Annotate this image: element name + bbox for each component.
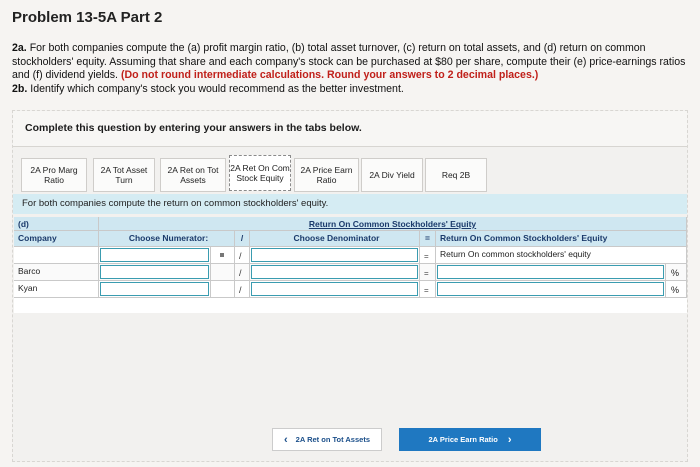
col-numerator: Choose Numerator: [99,231,235,247]
tab-price-earnings[interactable]: 2A Price Earn Ratio [294,158,359,192]
kyan-pct-cell [666,281,687,298]
tab-total-asset-turnover[interactable]: 2A Tot Asset Turn [93,158,155,192]
chevron-left-icon: ‹ [284,433,288,446]
tab-prompt: For both companies compute the return on common stockholders' equity. [13,194,687,214]
prev-tab-label: 2A Ret on Tot Assets [295,435,370,444]
kyan-pct: % [671,285,680,295]
barco-equals: = [424,269,429,278]
part-b-text: Identify which company's stock you would recommend as the better investment. [30,82,404,95]
panel-header-text: Complete this question by entering your answers in the tabs below. [25,122,362,134]
col-slash: / [235,231,250,247]
tab-return-on-equity[interactable]: 2A Ret On Com Stock Equity [229,155,291,191]
page-title: Problem 13-5A Part 2 [12,9,163,26]
roe-table [14,217,687,313]
table-header-row-2 [14,231,687,247]
formula-equals-cell [420,247,436,264]
formula-denominator-select[interactable] [250,247,420,264]
formula-numerator-dropdown[interactable] [211,247,235,264]
table-header-row-1 [14,217,687,231]
dropdown-dot-icon [220,253,224,257]
tab-dividend-yield[interactable]: 2A Div Yield [361,158,423,192]
section-title: Return On Common Stockholders' Equity [99,217,687,231]
next-tab-label: 2A Price Earn Ratio [428,435,498,444]
barco-slash: / [239,268,242,278]
part-b-label: 2b. [12,82,28,95]
prev-tab-button[interactable] [272,428,382,451]
kyan-numerator-input[interactable] [99,281,211,298]
formula-row [14,247,687,264]
chevron-right-icon: › [507,433,512,446]
formula-slash-cell [235,247,250,264]
tab-profit-margin[interactable]: 2A Pro Marg Ratio [21,158,87,192]
kyan-denominator-input[interactable] [250,281,420,298]
kyan-slash: / [239,285,242,295]
col-company: Company [14,231,99,247]
kyan-result-input[interactable] [436,281,666,298]
col-result: Return On Common Stockholders' Equity [436,231,687,247]
formula-slash: / [239,251,242,261]
table-row [14,281,687,298]
formula-result-label: Return On common stockholders' equity [436,247,687,264]
company-barco: Barco [14,264,99,281]
panel-header [13,111,687,147]
rounding-note: (Do not round intermediate calculations. Round your answers to 2 decimal places.) [120,69,539,81]
tab-bar [21,158,688,192]
next-tab-button[interactable] [399,428,541,451]
barco-pct: % [671,268,680,278]
company-kyan: Kyan [14,281,99,298]
barco-pct-cell [666,264,687,281]
barco-slash-cell [235,264,250,281]
section-label: (d) [14,217,99,231]
question-panel [12,110,688,462]
formula-company-cell [14,247,99,264]
barco-denominator-input[interactable] [250,264,420,281]
kyan-numerator-gap [211,281,235,298]
barco-numerator-gap [211,264,235,281]
tab-return-on-assets[interactable]: 2A Ret on Tot Assets [160,158,226,192]
kyan-equals-cell [420,281,436,298]
kyan-equals: = [424,286,429,295]
part-a-label: 2a. [12,42,27,54]
barco-equals-cell [420,264,436,281]
col-equals: = [420,231,436,247]
tab-req-2b[interactable]: Req 2B [425,158,487,192]
col-denominator: Choose Denominator [250,231,420,247]
barco-numerator-input[interactable] [99,264,211,281]
formula-equals: = [424,252,429,261]
instructions [12,42,688,96]
barco-result-input[interactable] [436,264,666,281]
part-a-text: For both companies compute the (a) profit margin ratio, (b) total asset turnover, (c) return on total assets, and (d) return on common stockholders' equity. Assuming that share and each company's stock can be purchased at $80 per share, compute their (e) price-earnings ratios and (f) dividend yields. [12,42,686,81]
table-row [14,264,687,281]
formula-numerator-select[interactable] [99,247,211,264]
kyan-slash-cell [235,281,250,298]
